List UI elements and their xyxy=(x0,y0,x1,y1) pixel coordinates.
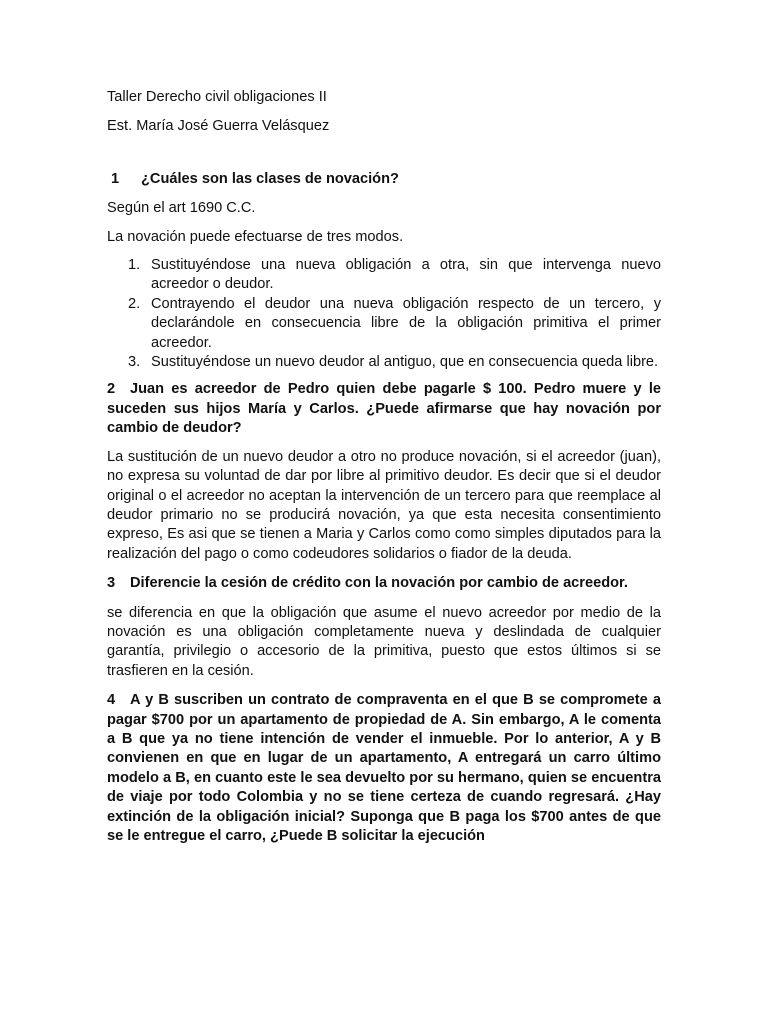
question-1-number: 1 xyxy=(111,170,120,187)
question-1-intro-article: Según el art 1690 C.C. xyxy=(107,200,256,217)
question-4-text: A y B suscriben un contrato de compraventa en el que B se compromete a pagar $700 por un apartamento de propiedad de A. Sin embargo, A le comenta a B que ya no tiene intención de vender el inmueble. Por lo anterior, A y B convienen en que en lugar de un apartamento, A entregará un carro último modelo a B, en cuanto este le sea devuelto por su hermano, quien se encuentra de viaje por todo Colombia y no se tiene certeza de cuando regresará. ¿Hay extinción de la obligación inicial? Suponga que B paga los $700 antes de que se le entregue el carro, ¿Puede B solicitar la ejecución xyxy=(107,692,661,844)
list-item xyxy=(107,295,661,353)
list-item-number: 1. xyxy=(128,257,141,274)
student-name: Est. María José Guerra Velásquez xyxy=(107,118,330,135)
question-3-number: 3 xyxy=(107,575,116,592)
question-1 xyxy=(107,170,661,189)
document-title: Taller Derecho civil obligaciones II xyxy=(107,89,327,105)
answer-3: se diferencia en que la obligación que asume el nuevo acreedor por medio de la novación es una obligación completamente nueva y deslindada de cualquier garantía, privilegio o accesorio de la primitiva, puesto que estos últimos si se trasfieren en la cesión. xyxy=(107,604,661,679)
question-1-intro-modes: La novación puede efectuarse de tres modos. xyxy=(107,228,404,245)
list-item-text: Sustituyéndose una nueva obligación a otra, sin que intervenga nuevo acreedor o deudor. xyxy=(151,257,661,293)
question-3-text: Diferencie la cesión de crédito con la novación por cambio de acreedor. xyxy=(130,575,628,592)
question-4 xyxy=(107,691,661,846)
list-item-text: Sustituyéndose un nuevo deudor al antiguo, que en consecuencia queda libre. xyxy=(151,354,659,371)
list-item xyxy=(107,353,661,372)
question-3 xyxy=(107,574,661,593)
question-2-number: 2 xyxy=(107,381,116,398)
novation-modes-list xyxy=(107,256,661,372)
question-2-text: Juan es acreedor de Pedro quien debe pagarle $ 100. Pedro muere y le suceden sus hijos María y Carlos. ¿Puede afirmarse que hay novación por cambio de deudor? xyxy=(107,381,661,437)
list-item-number: 3. xyxy=(128,354,141,371)
document-page xyxy=(107,88,661,846)
answer-2: La sustitución de un nuevo deudor a otro no produce novación, si el acreedor (juan), no expresa su voluntad de dar por libre al primitivo deudor. Es decir que si el deudor original o el acreedor no aceptan la intervención de un tercero para que reemplace al deudor primario no se producirá novación, ya que esta necesita consentimiento expreso, Es asi que se tienen a Maria y Carlos como como simples diputados para la realización del pago o como codeudores solidarios o fiador de la deuda. xyxy=(107,448,661,562)
list-item xyxy=(107,256,661,295)
question-2 xyxy=(107,380,661,438)
question-1-text: ¿Cuáles son las clases de novación? xyxy=(141,170,399,187)
question-4-number: 4 xyxy=(107,692,116,709)
list-item-number: 2. xyxy=(128,295,141,312)
list-item-text: Contrayendo el deudor una nueva obligación respecto de un tercero, y declarándole en consecuencia libre de la obligación primitiva el primer acreedor. xyxy=(151,295,661,351)
